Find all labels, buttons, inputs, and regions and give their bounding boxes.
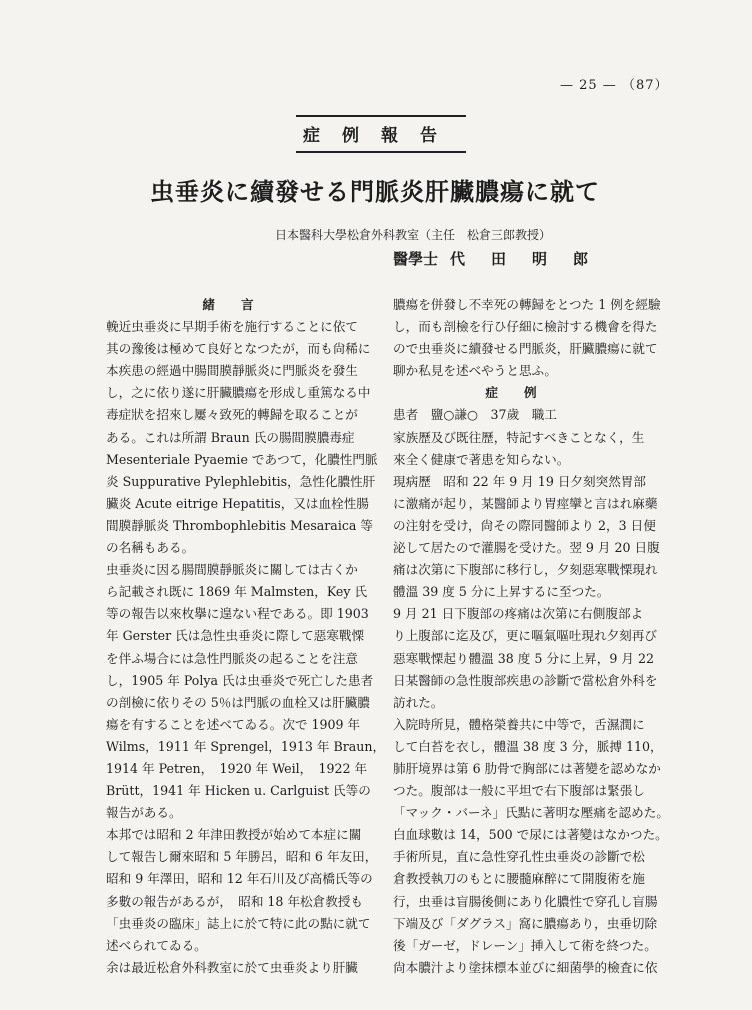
text-line: 膿瘍を併發し不幸死の轉歸をとつた 1 例を經驗 — [393, 297, 661, 312]
text-line: Brütt，1941 年 Hicken u. Carlguist 氏等の — [106, 783, 371, 799]
text-line: し，之に依り遂に肝臟膿瘍を形成し重篤なる中 — [106, 385, 371, 401]
text-line: 「虫垂炎の臨床」誌上に於て特に此の點に就て — [106, 915, 371, 931]
text-line: 尙本膿汁より塗抹標本並びに細菌學的檢査に依 — [393, 959, 658, 975]
text-line: 泌して居たので灌腸を受けた。翌 9 月 20 日腹 — [393, 540, 660, 556]
text-line: 日某醫師の急性腹部疾患の診斷で當松倉外科を — [393, 672, 658, 688]
text-line: 虫垂炎に因る腸間膜靜脈炎に關しては古くか — [106, 562, 358, 578]
text-line: 炎 Suppurative Pylephlebitis，急性化膿性肝 — [106, 473, 376, 489]
case-heading: 症例 — [485, 385, 563, 401]
affiliation: 日本醫科大學松倉外科教室（主任 松倉三郎教授） — [275, 228, 552, 242]
text-line: 後「ガーゼ，ドレーン」挿入して術を終つた。 — [393, 937, 657, 953]
text-line: 手術所見，直に急性穿孔性虫垂炎の診斷で松 — [393, 849, 645, 865]
intro-heading: 緒言 — [202, 297, 280, 312]
text-line: 等の報告以來枚擧に遑ない程である。即 1903 — [106, 606, 369, 622]
text-line: 患者 鹽○謙○ 37歲 職工 — [393, 407, 557, 423]
text-line: 昭和 9 年澤田，昭和 12 年石川及び高橋氏等の — [106, 871, 373, 887]
text-line: 9 月 21 日下腹部の疼痛は次第に右側腹部よ — [393, 606, 644, 622]
author-line — [393, 248, 614, 269]
text-line: 白血球數は 14，500 で尿には著變はなかつた。 — [393, 827, 668, 843]
text-line: して報告し爾來昭和 5 年勝呂，昭和 6 年友田， — [106, 849, 378, 865]
text-line: 家族歷及び既往歷，特記すべきことなく，生 — [393, 429, 645, 445]
text-line: 訪れた。 — [393, 694, 444, 710]
text-line: を伴ふ場合には急性門脈炎の起ることを注意 — [106, 650, 358, 666]
text-line: 多數の報告があるが， 昭和 18 年松倉教授も — [106, 893, 364, 909]
text-line: 毒症狀を招來し屢々致死的轉歸を取ることが — [106, 407, 358, 423]
text-line: 報告がある。 — [106, 805, 182, 821]
text-line: 本疾患の經過中腸間膜靜脈炎に門脈炎を發生 — [106, 363, 358, 379]
text-line: ら記載され既に 1869 年 Malmsten，Key 氏 — [106, 584, 368, 600]
text-line: 入院時所見，體格榮養共に中等で，舌濕潤に — [393, 716, 645, 732]
text-line: 其の豫後は極めて良好となつたが，而も尙稀に — [106, 341, 371, 357]
left-column — [106, 294, 386, 979]
text-line: 述べられてゐる。 — [106, 937, 207, 953]
text-line: して白苔を衣し，體溫 38 度 3 分，脈搏 110， — [393, 738, 663, 754]
section-label: 症例報告 — [296, 115, 466, 153]
text-line: し，1905 年 Polya 氏は虫垂炎で死亡した患者 — [106, 672, 374, 688]
text-line: り上腹部に迄及び，更に嘔氣嘔吐現れ夕刻再び — [393, 628, 657, 644]
text-line: に激痛が起り，某醫師より胃痙攣と言はれ麻藥 — [393, 495, 658, 511]
text-line: Wilms，1911 年 Sprengel，1913 年 Braun， — [106, 738, 386, 754]
author-degree: 醫學士 — [393, 250, 439, 268]
right-column — [393, 294, 669, 979]
text-line: 肺肝境界は第 6 肋骨で胸部には著變を認めなか — [393, 760, 661, 776]
text-line: 來全く健康で著患を知らない。 — [393, 451, 570, 467]
text-line: 行，虫垂は盲腸後側にあり化膿性で穿孔し盲腸 — [393, 893, 658, 909]
article-title: 虫垂炎に續發せる門脈炎肝臟膿瘍に就て — [150, 177, 600, 206]
text-line: 現病歷 昭和 22 年 9 月 19 日夕刻突然胃部 — [393, 473, 646, 489]
text-line: の剖檢に依りその 5％は門脈の血栓又は肝臟膿 — [106, 694, 370, 710]
text-line: 體溫 39 度 5 分に上昇するに至つた。 — [393, 584, 610, 600]
text-line: 倉教授執刀のもとに腰髓麻醉にて開腹術を施 — [393, 871, 645, 887]
author-name: 代田明郎 — [450, 250, 615, 268]
text-line: 臟炎 Acute eitrige Hepatitis，又は血栓性腸 — [106, 495, 369, 511]
text-line: ある。これは所謂 Braun 氏の腸間膜膿毒症 — [106, 429, 355, 445]
text-line: 余は最近松倉外科教室に於て虫垂炎より肝臟 — [106, 959, 358, 975]
text-line: 1914 年 Petren， 1920 年 Weil， 1922 年 — [106, 760, 368, 776]
text-line: 輓近虫垂炎に早期手術を施行することに依て — [106, 319, 358, 335]
text-line: の注射を受け，尙その際同醫師より 2，3 日便 — [393, 517, 656, 533]
text-line: 間膜靜脈炎 Thrombophlebitis Mesaraica 等 — [106, 517, 374, 533]
text-line: Mesenteriale Pyaemie であつて，化膿性門脈 — [106, 451, 378, 467]
text-line: 年 Gerster 氏は急性虫垂炎に際して惡寒戰慄 — [106, 628, 365, 644]
text-line: 瘍を有することを述べてゐる。次で 1909 年 — [106, 716, 361, 732]
text-line: 「マック・バーネ」氏點に著明な壓痛を認めた。 — [393, 805, 669, 821]
text-line: 惡寒戰慄起り體溫 38 度 5 分に上昇，9 月 22 — [393, 650, 655, 666]
text-line: 本邦では昭和 2 年津田教授が始めて本症に關 — [106, 827, 362, 843]
text-line: し，而も剖檢を行ひ仔細に檢討する機會を得た — [393, 319, 658, 335]
text-line: つた。腹部は一般に平坦で右下腹部は緊張し — [393, 783, 645, 799]
text-line: 下端及び「ダグラス」窩に膿瘍あり，虫垂切除 — [393, 915, 658, 931]
text-line: 聊か私見を述べやうと思ふ。 — [393, 363, 557, 379]
page-number: — 25 — （87） — [560, 78, 669, 93]
text-line: の名稱もある。 — [106, 540, 195, 556]
text-line: 痛は次第に下腹部に移行し，夕刻惡寒戰慄現れ — [393, 562, 658, 578]
text-line: ので虫垂炎に續發せる門脈炎，肝臟膿瘍に就て — [393, 341, 658, 357]
